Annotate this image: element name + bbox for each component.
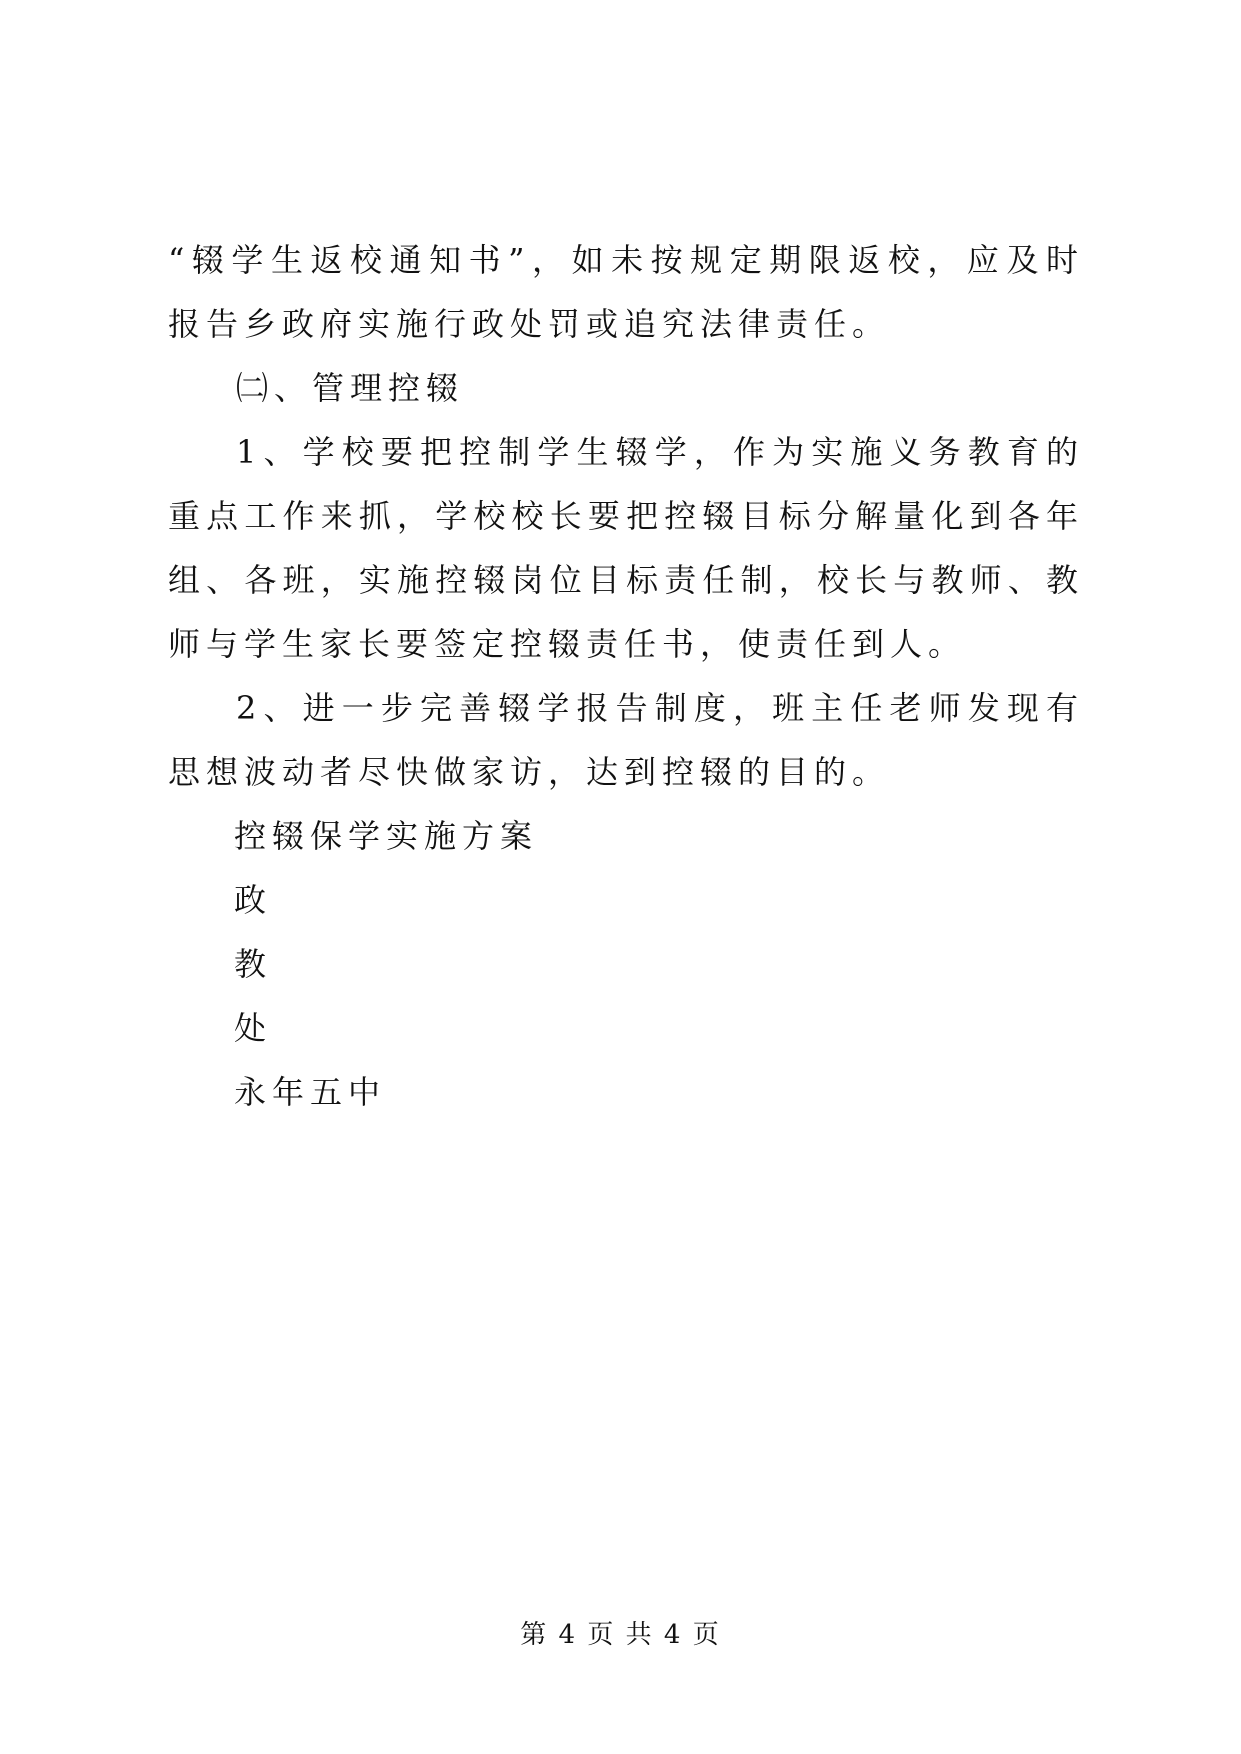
paragraph-continuation: “辍学生返校通知书”，如未按规定期限返校，应及时报告乡政府实施行政处罚或追究法律责任。 <box>168 241 1084 343</box>
department-char-3: 处 <box>234 1009 273 1047</box>
department-char-1: 政 <box>234 881 273 919</box>
section-heading: ㈡、管理控辍 <box>236 369 465 407</box>
page-number-footer: 第 4 页 共 4 页 <box>520 1620 721 1650</box>
paragraph-item-1: 1、学校要把控制学生辍学，作为实施义务教育的重点工作来抓，学校校长要把控辍目标分解量化到各年组、各班，实施控辍岗位目标责任制，校长与教师、教师与学生家长要签定控辍责任书，使责任到人。 <box>168 433 1084 663</box>
plan-title: 控辍保学实施方案 <box>234 817 539 855</box>
document-body <box>168 228 1084 1124</box>
department-char-2: 教 <box>234 945 273 983</box>
school-name: 永年五中 <box>234 1073 387 1111</box>
paragraph-item-2: 2、进一步完善辍学报告制度，班主任老师发现有思想波动者尽快做家访，达到控辍的目的。 <box>168 689 1084 791</box>
